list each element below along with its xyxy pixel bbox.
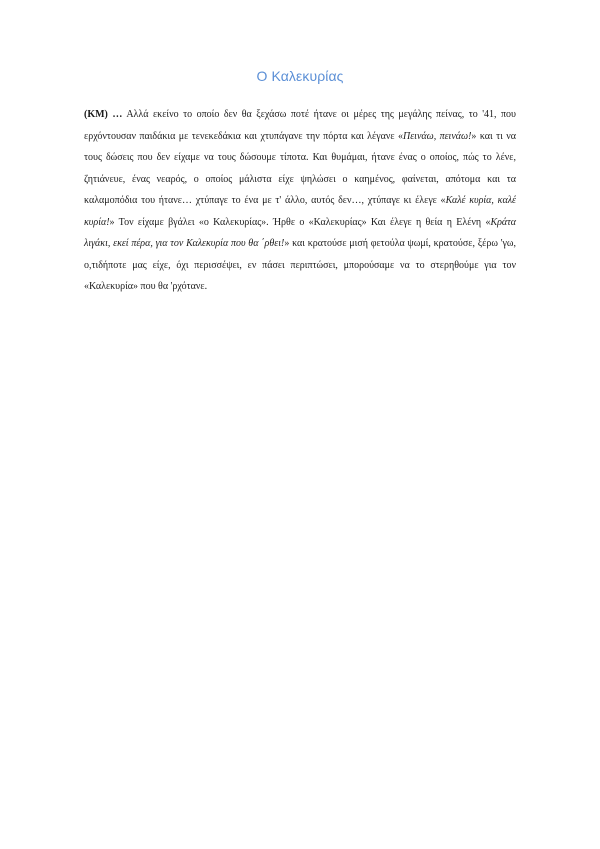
transcript-text-3: » Τον είχαμε βγάλει «ο Καλεκυρίας». Ήρθε ο «Καλεκυρίας» Και έλεγε η θεία η Ελένη « [109, 216, 491, 228]
transcript-text-1: Αλλά εκείνο το οποίο δεν θα ξεχάσω ποτέ ήτανε οι μέρες της μεγάλης πείνας, το '41, που ερχόντουσαν παιδάκια με τενεκεδάκια και χτυπάγανε την πόρτα και λέγανε « [84, 109, 516, 142]
quoted-speech-1: Πεινάω, πεινάω! [403, 130, 472, 142]
quoted-speech-2: Καλέ κυρία, καλέ κυρία! [84, 195, 516, 228]
transcript-text-4: » και κρατούσε μισή φετούλα ψωμί, κρατούσε, ξέρω 'γω, ο,τιδήποτε μας είχε, όχι περισσέψει, εν πάσει περιπτώσει, μπορούσαμε να το στερηθούμε για τον «Καλεκυρία» που θα 'ρχότανε. [84, 238, 516, 292]
speaker-label: (ΚΜ) … [84, 109, 123, 120]
transcript-text-2: » και τι να τους δώσεις που δεν είχαμε να τους δώσουμε τίποτα. Και θυμάμαι, ήτανε ένας ο οποίος, πώς το λένε, ζητιάνευε, ένας νεαρός, ο οποίος μάλιστα είχε ψηλώσει ο καημένος, φαίνεται, απότομα και τα καλαμοπόδια του ήτανε… χτύπαγε το ένα με τ' άλλο, αυτός δεν…, χτύπαγε κι έλεγε « [84, 130, 516, 206]
transcript-paragraph [84, 104, 516, 298]
quoted-speech-3: Κράτα λιγάκι, εκεί πέρα, για τον Καλεκυρία που θα ΄ρθει! [84, 216, 516, 249]
document-title: Ο Καλεκυρίας [256, 68, 344, 84]
